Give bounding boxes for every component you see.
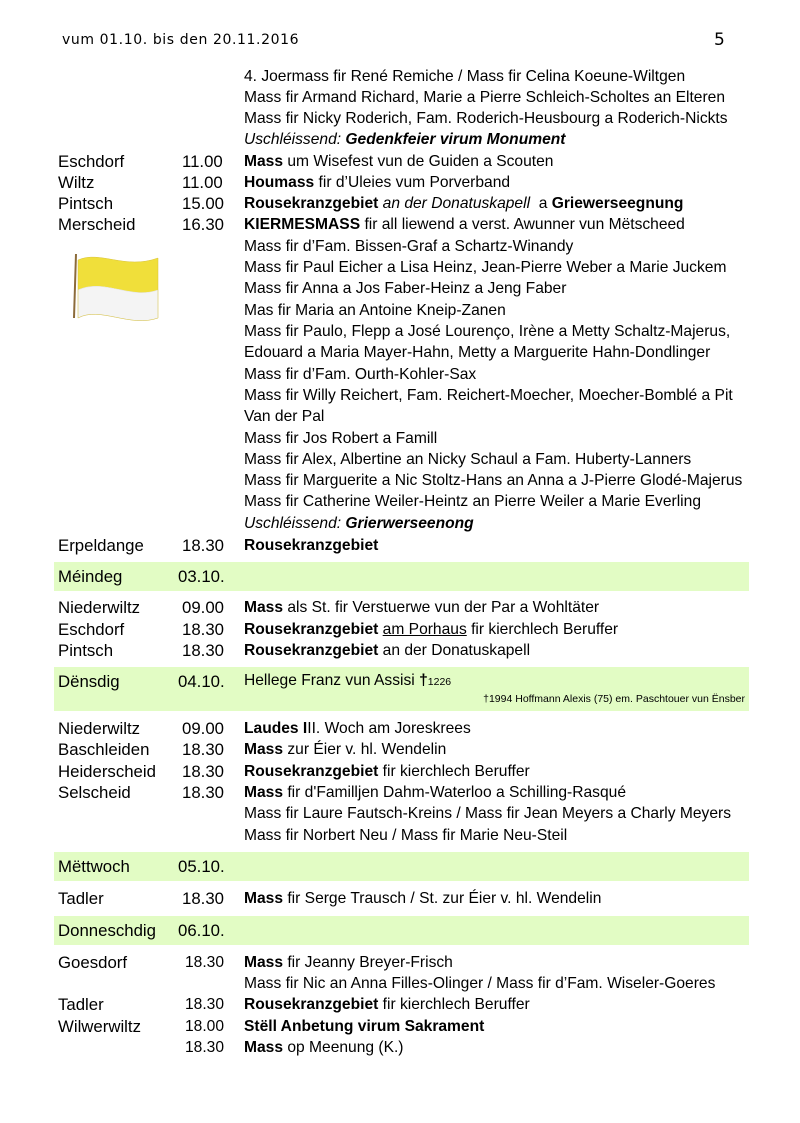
intention-line: Van der Pal xyxy=(244,408,325,425)
intention-line: Mass fir Paul Eicher a Lisa Heinz, Jean-Pierre Weber a Marie Juckem xyxy=(244,259,727,276)
entry-text: Mass als St. fir Verstuerwe vun der Par a Wohltäter xyxy=(244,599,600,616)
entry-text: Laudes III. Woch am Joreskrees xyxy=(244,720,471,737)
entry-text: Stëll Anbetung virum Sakrament xyxy=(244,1018,485,1035)
entry-row xyxy=(0,597,800,618)
day-date: 05.10. xyxy=(178,857,225,876)
entry-time: 09.00 xyxy=(182,719,224,738)
entry-place: Merscheid xyxy=(58,215,136,234)
day-name: Donneschdig xyxy=(58,921,156,940)
memorial-note: †1994 Hoffmann Alexis (75) em. Paschtouer vun Ënsber xyxy=(483,693,745,705)
entry-row xyxy=(0,888,800,909)
entry-row xyxy=(0,619,800,640)
entry-row xyxy=(0,782,800,803)
entry-place: Selscheid xyxy=(58,783,131,802)
entry-time: 18.30 xyxy=(182,762,224,781)
intention-line: Mass fir Alex, Albertine an Nicky Schaul a Fam. Huberty-Lanners xyxy=(244,451,692,468)
day-bar-thursday xyxy=(54,916,749,945)
continuation-line: Mass fir Armand Richard, Marie a Pierre Schleich-Scholtes an Elteren xyxy=(244,89,725,106)
entry-row xyxy=(0,193,800,214)
entry-row xyxy=(0,994,800,1015)
entry-text: KIERMESMASS fir all liewend a verst. Awunner vun Mëtscheed xyxy=(244,216,685,233)
entry-row xyxy=(0,1016,800,1037)
intention-line: Mass fir Anna a Jos Faber-Heinz a Jeng Faber xyxy=(244,280,567,297)
feast-title: Hellege Franz vun Assisi †1226 xyxy=(244,672,452,689)
entry-text: Mass um Wisefest vun de Guiden a Scouten xyxy=(244,153,554,170)
entry-row xyxy=(0,172,800,193)
entry-time: 18.00 xyxy=(185,1018,225,1035)
entry-text: Mass fir Jeanny Breyer-Frisch xyxy=(244,954,453,971)
entry-row xyxy=(0,535,800,556)
entry-time: 16.30 xyxy=(182,215,224,234)
entry-row xyxy=(0,761,800,782)
entry-row xyxy=(0,718,800,739)
entry-place: Eschdorf xyxy=(58,620,125,639)
intention-line: Mass fir Paulo, Flepp a José Lourenço, Irène a Metty Schaltz-Majerus, xyxy=(244,323,731,340)
entry-time: 18.30 xyxy=(185,954,225,971)
entry-time: 11.00 xyxy=(182,173,223,192)
day-date: 03.10. xyxy=(178,567,225,586)
entry-text: Mass fir d'Familljen Dahm-Waterloo a Schilling-Rasqué xyxy=(244,784,627,801)
entry-place: Goesdorf xyxy=(58,953,128,972)
continuation-line: Mass fir Nicky Roderich, Fam. Roderich-Heusbourg a Roderich-Nickts xyxy=(244,110,728,127)
entry-row xyxy=(0,151,800,172)
intention-line: Mass fir Catherine Weiler-Heintz an Pierre Weiler a Marie Everling xyxy=(244,493,701,510)
day-date: 06.10. xyxy=(178,921,225,940)
entry-place: Pintsch xyxy=(58,194,114,213)
entry-row xyxy=(0,1037,800,1058)
intention-line: Mass fir d’Fam. Ourth-Kohler-Sax xyxy=(244,366,477,383)
entry-text: Rousekranzgebiet an der Donatuskapell a Griewerseegnung xyxy=(244,195,684,212)
day-bar-tuesday xyxy=(54,667,749,711)
entry-time: 18.30 xyxy=(182,783,224,802)
entry-text: Mass fir Serge Trausch / St. zur Éier v. hl. Wendelin xyxy=(244,890,602,907)
intention-line: Mass fir d’Fam. Bissen-Graf a Schartz-Winandy xyxy=(244,238,574,255)
entry-time: 18.30 xyxy=(182,536,224,555)
entry-place: Pintsch xyxy=(58,641,114,660)
intention-line: Mass fir Nic an Anna Filles-Olinger / Mass fir d’Fam. Wiseler-Goeres xyxy=(244,975,716,992)
entry-row xyxy=(0,640,800,661)
entry-place: Heiderscheid xyxy=(58,762,156,781)
continuation-line: Uschléissend: Gedenkfeier virum Monument xyxy=(244,131,566,148)
entry-place: Tadler xyxy=(58,889,104,908)
day-name: Mëttwoch xyxy=(58,857,130,876)
entry-row xyxy=(0,739,800,760)
entry-place: Tadler xyxy=(58,995,104,1014)
entry-time: 18.30 xyxy=(182,620,224,639)
intention-line: Mass fir Laure Fautsch-Kreins / Mass fir Jean Meyers a Charly Meyers xyxy=(244,805,732,822)
entry-place: Eschdorf xyxy=(58,152,125,171)
entry-time: 18.30 xyxy=(182,889,224,908)
entry-place: Niederwiltz xyxy=(58,598,141,617)
day-bar-wednesday xyxy=(54,852,749,881)
day-name: Méindeg xyxy=(58,567,123,586)
entry-time: 18.30 xyxy=(185,1039,225,1056)
entry-place: Wiltz xyxy=(58,173,95,192)
entry-row xyxy=(0,214,800,235)
entry-time: 18.30 xyxy=(182,641,224,660)
date-range-header: vum 01.10. bis den 20.11.2016 xyxy=(62,32,300,48)
entry-time: 18.30 xyxy=(182,740,224,759)
intention-line: Mass fir Marguerite a Nic Stoltz-Hans an Anna a J-Pierre Glodé-Majerus xyxy=(244,472,743,489)
entry-place: Niederwiltz xyxy=(58,719,141,738)
entry-text: Rousekranzgebiet fir kierchlech Beruffer xyxy=(244,996,530,1013)
entry-time: 11.00 xyxy=(182,152,223,171)
entry-text: Rousekranzgebiet am Porhaus fir kierchlech Beruffer xyxy=(244,621,619,638)
day-date: 04.10. xyxy=(178,672,225,691)
continuation-line: 4. Joermass fir René Remiche / Mass fir Celina Koeune-Wiltgen xyxy=(244,68,686,85)
intention-line: Mass fir Willy Reichert, Fam. Reichert-Moecher, Moecher-Bomblé a Pit xyxy=(244,387,733,404)
day-bar-monday xyxy=(54,562,749,591)
entry-time: 18.30 xyxy=(185,996,225,1013)
intention-line: Mas fir Maria an Antoine Kneip-Zanen xyxy=(244,302,506,319)
entry-text: Mass op Meenung (K.) xyxy=(244,1039,404,1056)
entry-time: 09.00 xyxy=(182,598,224,617)
intention-line: Mass fir Jos Robert a Famill xyxy=(244,430,438,447)
entry-text: Houmass fir d’Uleies vum Porverband xyxy=(244,174,511,191)
page-number: 5 xyxy=(714,30,725,50)
day-name: Dënsdig xyxy=(58,672,120,691)
entry-place: Erpeldange xyxy=(58,536,144,555)
entry-time: 15.00 xyxy=(182,194,224,213)
entry-place: Wilwerwiltz xyxy=(58,1017,141,1036)
closing-line: Uschléissend: Grierwerseenong xyxy=(244,515,474,532)
entry-text: Rousekranzgebiet an der Donatuskapell xyxy=(244,642,531,659)
entry-text: Mass zur Éier v. hl. Wendelin xyxy=(244,741,447,758)
intention-line: Edouard a Maria Mayer-Hahn, Metty a Marguerite Hahn-Dondlinger xyxy=(244,344,711,361)
entry-place: Baschleiden xyxy=(58,740,150,759)
entry-row xyxy=(0,952,800,973)
entry-text: Rousekranzgebiet xyxy=(244,537,379,554)
cross-icon: † xyxy=(419,672,428,689)
intention-line: Mass fir Norbert Neu / Mass fir Marie Neu-Steil xyxy=(244,827,568,844)
entry-text: Rousekranzgebiet fir kierchlech Beruffer xyxy=(244,763,530,780)
